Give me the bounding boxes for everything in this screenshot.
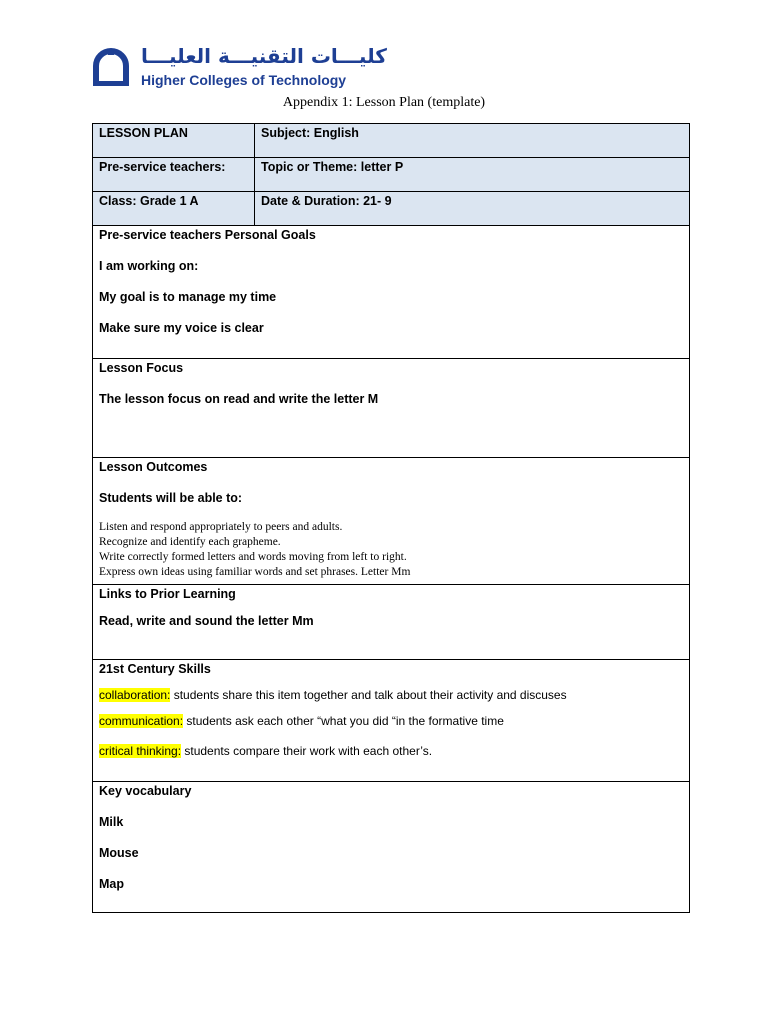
- skill-text: students share this item together and talk about their activity and discuses: [170, 688, 567, 702]
- prior-learning-heading: Links to Prior Learning: [99, 587, 236, 601]
- topic-cell: Topic or Theme: letter P: [255, 158, 690, 192]
- skill-text: students compare their work with each other’s.: [181, 744, 433, 758]
- header-row: [93, 124, 690, 158]
- skill-item: [99, 744, 683, 758]
- outcome-item: Recognize and identify each grapheme.: [99, 536, 281, 548]
- vocabulary-word: Mouse: [99, 846, 139, 860]
- skill-text: students ask each other “what you did “in the formative time: [183, 714, 504, 728]
- skill-label: critical thinking:: [99, 744, 182, 758]
- goals-row: [93, 226, 690, 359]
- skill-label: communication:: [99, 714, 184, 728]
- prior-learning-text: Read, write and sound the letter Mm: [99, 614, 314, 628]
- outcome-item: Express own ideas using familiar words and set phrases. Letter Mm: [99, 566, 411, 578]
- outcomes-cell: [93, 458, 690, 585]
- header-row: [93, 158, 690, 192]
- class-cell: Class: Grade 1 A: [93, 192, 255, 226]
- skill-item: [99, 688, 683, 702]
- focus-row: [93, 359, 690, 458]
- vocabulary-heading: Key vocabulary: [99, 784, 192, 798]
- skills-cell: [93, 660, 690, 782]
- outcomes-intro: Students will be able to:: [99, 491, 243, 505]
- focus-text: The lesson focus on read and write the letter M: [99, 392, 379, 406]
- subject-cell: Subject: English: [255, 124, 690, 158]
- outcome-item: Listen and respond appropriately to peers and adults.: [99, 521, 343, 533]
- prior-learning-cell: [93, 585, 690, 660]
- skills-heading: 21st Century Skills: [99, 662, 211, 676]
- focus-cell: [93, 359, 690, 458]
- vocabulary-word: Milk: [99, 815, 124, 829]
- vocabulary-row: [93, 782, 690, 913]
- hct-logo-icon: [93, 48, 129, 88]
- skills-row: [93, 660, 690, 782]
- skill-label: collaboration:: [99, 688, 171, 702]
- focus-heading: Lesson Focus: [99, 361, 184, 375]
- prior-learning-row: [93, 585, 690, 660]
- goals-cell: [93, 226, 690, 359]
- pre-service-teachers-cell: Pre-service teachers:: [93, 158, 255, 192]
- hct-logo: [93, 44, 387, 92]
- logo-arabic-text: كليـــات التقنيـــة العليـــا: [141, 44, 387, 68]
- outcome-item: Write correctly formed letters and words moving from left to right.: [99, 551, 407, 563]
- logo-english-text: Higher Colleges of Technology: [141, 72, 347, 88]
- header-row: [93, 192, 690, 226]
- goals-heading: Pre-service teachers Personal Goals: [99, 228, 316, 242]
- goals-line: I am working on:: [99, 259, 199, 273]
- vocabulary-cell: [93, 782, 690, 913]
- document-title: Appendix 1: Lesson Plan (template): [282, 95, 486, 110]
- goals-line: Make sure my voice is clear: [99, 321, 264, 335]
- lesson-plan-table: [92, 123, 690, 913]
- goals-line: My goal is to manage my time: [99, 290, 277, 304]
- outcomes-heading: Lesson Outcomes: [99, 460, 208, 474]
- skill-item: [99, 714, 683, 728]
- lesson-plan-label: LESSON PLAN: [93, 124, 255, 158]
- vocabulary-word: Map: [99, 877, 124, 891]
- date-duration-cell: Date & Duration: 21- 9: [255, 192, 690, 226]
- outcomes-row: [93, 458, 690, 585]
